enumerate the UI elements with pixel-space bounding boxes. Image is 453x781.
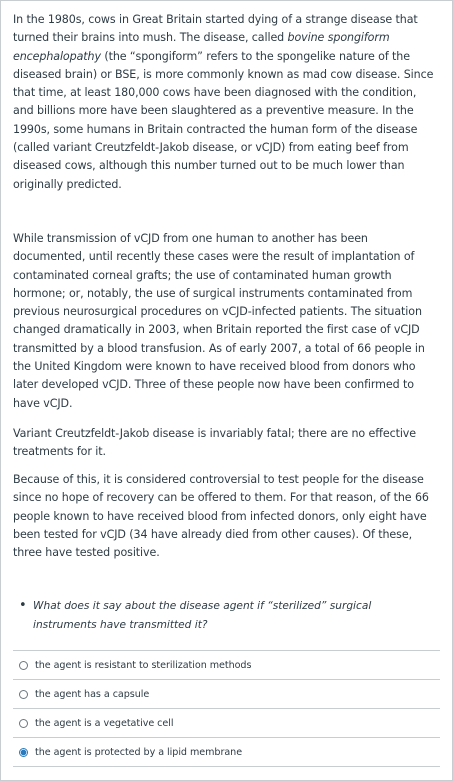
bullet-icon: • (19, 598, 27, 613)
answer-label: the agent is protected by a lipid membrane (35, 746, 243, 758)
passage-paragraph-4: Because of this, it is considered controversial to test people for the disease since no hope of recovery can be offered to them. For that reason, of the 66 people known to have received blood from infected donors, only eight have been tested for vCJD (34 have already died from other causes). Of these, three have tested positive. (13, 473, 429, 560)
passage-1-term: bovine spongiform encephalopathy (13, 31, 390, 63)
answer-label: the agent is a vegetative cell (35, 717, 174, 729)
passage-paragraph-3: Variant Creutzfeldt-Jakob disease is invariably fatal; there are no effective treatments for it. (13, 427, 416, 459)
radio-button[interactable] (19, 690, 28, 699)
radio-button[interactable] (19, 661, 28, 670)
passage-paragraph-1 (13, 11, 438, 194)
passage-paragraph-2: While transmission of vCJD from one human to another has been documented, until recently these cases were the result of implantation of contaminated corneal grafts; the use of contaminated human growth hormone; or, notably, the use of surgical instruments contaminated from previous neurosurgical procedures on vCJD-infected patients. The situation changed dramatically in 2003, when Britain reported the first case of vCJD transmitted by a blood transfusion. As of early 2007, a total of 66 people in the United Kingdom were known to have received blood from donors who later developed vCJD. Three of these people now have been confirmed to have vCJD. (13, 232, 425, 410)
answer-options (13, 650, 440, 767)
answer-option-2[interactable] (13, 679, 440, 708)
passage-1-intro: In the 1980s, cows in Great Britain started dying of a strange disease that turned their brains into mush. The disease, called (13, 13, 418, 45)
answer-option-1[interactable] (13, 650, 440, 679)
answer-option-4[interactable] (13, 737, 440, 767)
radio-button-selected[interactable] (19, 748, 28, 757)
passage-1-rest: (the “spongiform” refers to the spongelike nature of the diseased brain) or BSE, is more commonly known as mad cow disease. Since that time, at least 180,000 cows have been diagnosed with the condition, and billions more have been slaughtered as a preventive measure. In the 1990s, some humans in Britain contracted the human form of the disease (called variant Creutzfeldt-Jakob disease, or vCJD) from eating beef from diseased cows, although this number turned out to be much lower than originally predicted. (13, 49, 434, 191)
question-text: What does it say about the disease agent if “sterilized” surgical instruments have transmitted it? (33, 600, 372, 631)
answer-option-3[interactable] (13, 708, 440, 737)
answer-label: the agent has a capsule (35, 688, 150, 700)
radio-button[interactable] (19, 719, 28, 728)
answer-label: the agent is resistant to sterilization methods (35, 659, 252, 671)
question-prompt (15, 597, 435, 634)
